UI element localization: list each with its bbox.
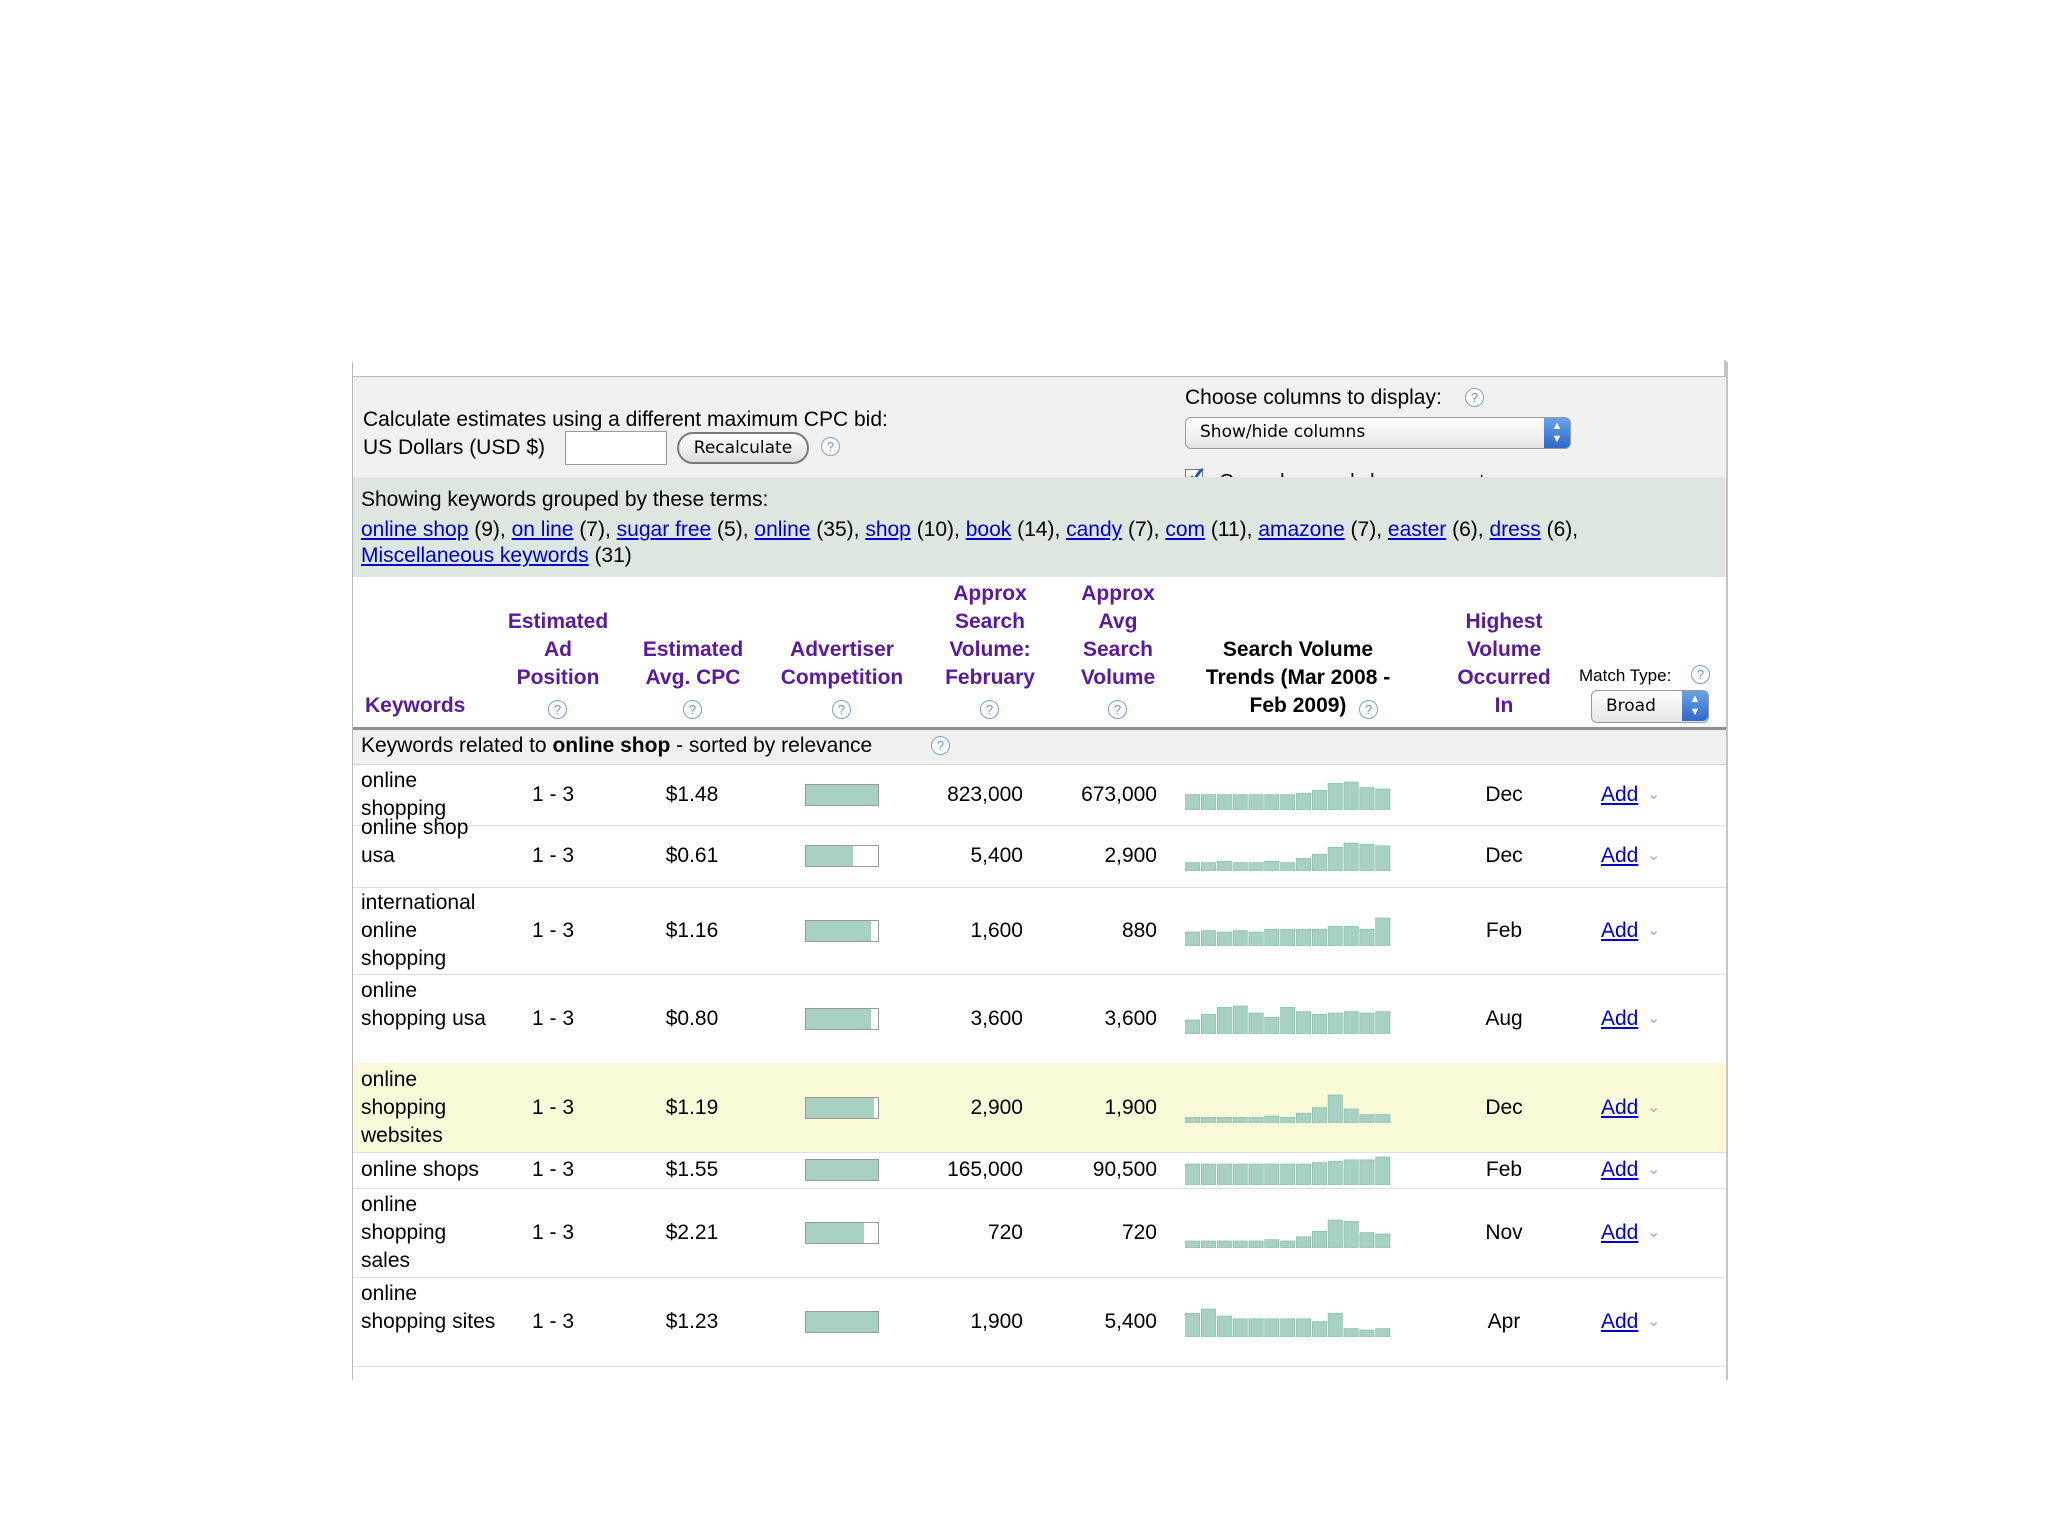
misc-keywords-count: (31) xyxy=(588,544,632,567)
trend-bar xyxy=(1360,1013,1374,1034)
search-volume: 823,000 xyxy=(947,782,1023,806)
trend-bar xyxy=(1281,1318,1295,1336)
trend-bar xyxy=(1265,1116,1279,1123)
group-term-count: (6), xyxy=(1540,518,1579,541)
trend-sparkline xyxy=(1185,916,1391,946)
currency-label: US Dollars (USD $) xyxy=(363,436,546,459)
expand-chevron-icon[interactable]: ⌄ xyxy=(1647,1161,1661,1178)
avg-cpc: $0.61 xyxy=(665,844,719,867)
trend-bar xyxy=(1344,843,1358,871)
trend-bar xyxy=(1312,1014,1326,1034)
trend-bar xyxy=(1186,1117,1200,1123)
trend-bar xyxy=(1233,1164,1247,1185)
keyword-text: online shopping usa xyxy=(361,978,486,1030)
add-keyword-link[interactable]: Add xyxy=(1601,1158,1639,1181)
expand-chevron-icon[interactable]: ⌄ xyxy=(1647,1009,1661,1027)
trend-bar xyxy=(1360,1232,1374,1247)
add-cell xyxy=(1601,1094,1638,1122)
add-keyword-link[interactable]: Add xyxy=(1601,1095,1639,1119)
trend-bar xyxy=(1265,1318,1279,1336)
competition-fill xyxy=(806,1098,874,1118)
avg-cpc: $2.21 xyxy=(665,1220,719,1244)
search-volume: 2,900 xyxy=(970,1095,1023,1119)
help-icon[interactable]: ? xyxy=(832,700,851,719)
trend-bar xyxy=(1217,932,1231,946)
grouping-intro: Showing keywords grouped by these terms: xyxy=(361,488,769,511)
avg-search-volume: 5,400 xyxy=(1104,1309,1157,1333)
trend-bar xyxy=(1312,1163,1326,1185)
search-volume: 165,000 xyxy=(947,1158,1023,1181)
competition-fill xyxy=(806,785,878,805)
grouping-terms-list xyxy=(361,517,1578,543)
trend-sparkline xyxy=(1185,1155,1391,1185)
trend-bar xyxy=(1186,863,1200,871)
search-volume: 5,400 xyxy=(970,844,1023,867)
trend-bar xyxy=(1249,932,1263,946)
trend-bar xyxy=(1249,794,1263,809)
avg-cpc: $1.48 xyxy=(665,782,719,806)
trend-bar xyxy=(1328,1220,1342,1248)
recalculate-button[interactable]: Recalculate xyxy=(677,432,809,464)
match-type-label: Match Type: xyxy=(1579,666,1672,685)
peak-month: Dec xyxy=(1485,782,1523,806)
competition-fill xyxy=(806,1223,864,1243)
competition-bar xyxy=(805,784,879,806)
columns-select[interactable] xyxy=(1185,417,1571,449)
peak-month: Dec xyxy=(1485,844,1523,867)
trend-bar xyxy=(1249,1164,1263,1185)
peak-month: Nov xyxy=(1485,1220,1523,1244)
competition-bar xyxy=(805,920,879,942)
help-icon[interactable]: ? xyxy=(1691,665,1710,684)
avg-search-volume: 880 xyxy=(1121,918,1157,942)
avg-search-volume: 673,000 xyxy=(1081,782,1157,806)
keyword-tool-panel xyxy=(352,362,1727,1380)
search-volume: 3,600 xyxy=(970,1006,1023,1030)
panel-border xyxy=(1726,362,1728,1380)
add-cell xyxy=(1601,1308,1638,1336)
group-term-link[interactable]: com xyxy=(1165,518,1206,541)
ad-position: 1 - 3 xyxy=(531,844,575,867)
trend-bar xyxy=(1344,1011,1358,1033)
keyword-text: online shopping xyxy=(361,768,447,820)
trend-bar xyxy=(1312,1231,1326,1248)
trend-bar xyxy=(1249,1013,1263,1034)
group-term-count: (7), xyxy=(1344,518,1388,541)
trend-bar xyxy=(1217,1117,1231,1123)
trend-bar xyxy=(1312,854,1326,871)
avg-cpc: $1.19 xyxy=(665,1095,719,1119)
competition-bar xyxy=(805,1097,879,1119)
group-term-count: (9), xyxy=(468,518,512,541)
help-icon[interactable]: ? xyxy=(1359,700,1378,719)
columns-select-value: Show/hide columns xyxy=(1200,422,1366,442)
keyword-row xyxy=(353,816,1727,888)
section-heading: Keywords related to online shop - sorted by relevance ? xyxy=(353,730,1727,765)
group-term-count: (5), xyxy=(711,518,755,541)
trend-bar xyxy=(1265,1017,1279,1034)
add-cell xyxy=(1601,842,1638,870)
trend-bar xyxy=(1233,1241,1247,1248)
group-term-count: (7), xyxy=(1122,518,1166,541)
add-cell xyxy=(1601,917,1638,945)
trend-bar xyxy=(1281,794,1295,809)
trend-bar xyxy=(1201,1241,1215,1248)
keyword-text: online shopping websites xyxy=(361,1067,447,1147)
avg-search-volume: 2,900 xyxy=(1104,844,1157,867)
keyword-row xyxy=(353,974,1727,1064)
trend-bar xyxy=(1281,1117,1295,1123)
max-cpc-input[interactable] xyxy=(565,431,667,465)
peak-month: Aug xyxy=(1485,1006,1523,1030)
help-icon[interactable]: ? xyxy=(980,700,999,719)
help-icon[interactable]: ? xyxy=(683,700,702,719)
trend-bar xyxy=(1186,794,1200,809)
trend-bar xyxy=(1281,1007,1295,1034)
expand-chevron-icon[interactable]: ⌄ xyxy=(1647,1098,1661,1116)
trend-bar xyxy=(1186,1164,1200,1185)
trend-bar xyxy=(1217,861,1231,871)
trend-bar xyxy=(1296,858,1310,871)
select-arrows-icon: ▲ ▼ xyxy=(1682,691,1708,721)
grouping-terms-band xyxy=(353,477,1727,577)
ad-position: 1 - 3 xyxy=(531,1309,575,1333)
add-keyword-link[interactable]: Add xyxy=(1601,918,1639,942)
trend-bar xyxy=(1328,1013,1342,1034)
trend-bar xyxy=(1281,929,1295,946)
trend-bar xyxy=(1233,1006,1247,1034)
section-term: online shop xyxy=(552,734,671,757)
keyword-text: online shop usa xyxy=(361,816,469,867)
avg-cpc: $1.16 xyxy=(665,918,719,942)
competition-bar xyxy=(805,1222,879,1244)
misc-keywords-link[interactable]: Miscellaneous keywords xyxy=(361,544,589,567)
trend-bar xyxy=(1281,1164,1295,1185)
trend-bar xyxy=(1186,932,1200,946)
avg-cpc: $1.23 xyxy=(665,1309,719,1333)
trend-bar xyxy=(1312,1321,1326,1336)
trend-bar xyxy=(1249,1318,1263,1336)
ad-position: 1 - 3 xyxy=(531,1220,575,1244)
trend-bar xyxy=(1344,782,1358,810)
competition-fill xyxy=(806,1009,871,1029)
keyword-text: international online shopping xyxy=(361,890,476,970)
keyword-row xyxy=(353,1152,1727,1189)
trend-bar xyxy=(1233,863,1247,871)
competition-bar xyxy=(805,1311,879,1333)
expand-chevron-icon[interactable]: ⌄ xyxy=(1647,785,1661,803)
trend-bar xyxy=(1328,926,1342,946)
trend-bar xyxy=(1217,1316,1231,1337)
trend-bar xyxy=(1296,793,1310,810)
keyword-row xyxy=(353,1063,1727,1153)
peak-month: Feb xyxy=(1485,1158,1523,1181)
trend-bar xyxy=(1249,1241,1263,1248)
group-term-link[interactable]: online shop xyxy=(361,518,469,541)
competition-fill xyxy=(806,1160,878,1180)
peak-month: Feb xyxy=(1485,918,1523,942)
trend-sparkline xyxy=(1185,1004,1391,1034)
avg-search-volume: 1,900 xyxy=(1104,1095,1157,1119)
expand-chevron-icon[interactable]: ⌄ xyxy=(1647,921,1661,939)
trend-bar xyxy=(1312,929,1326,946)
expand-chevron-icon[interactable]: ⌄ xyxy=(1647,1312,1661,1330)
trend-bar xyxy=(1265,794,1279,809)
trend-bar xyxy=(1296,1011,1310,1033)
peak-month: Dec xyxy=(1485,1095,1523,1119)
search-volume: 1,600 xyxy=(970,918,1023,942)
header-avg-cpc[interactable]: Estimated Avg. CPC xyxy=(642,638,744,689)
keyword-row xyxy=(353,887,1727,975)
trend-bar xyxy=(1360,1330,1374,1337)
trend-sparkline xyxy=(1185,841,1391,871)
trend-bar xyxy=(1265,861,1279,871)
help-icon[interactable]: ? xyxy=(821,437,840,456)
trend-bar xyxy=(1233,930,1247,945)
trend-bar xyxy=(1296,929,1310,946)
trend-bar xyxy=(1296,1236,1310,1247)
ad-position: 1 - 3 xyxy=(531,1095,575,1119)
trend-sparkline xyxy=(1185,1218,1391,1248)
competition-fill xyxy=(806,921,871,941)
header-ad-position[interactable]: Estimated Ad Position xyxy=(507,610,609,689)
trend-bar xyxy=(1201,930,1215,945)
trend-sparkline xyxy=(1185,1307,1391,1337)
expand-chevron-icon[interactable]: ⌄ xyxy=(1647,847,1661,864)
keyword-row xyxy=(353,1277,1727,1367)
avg-cpc: $0.80 xyxy=(665,1006,719,1030)
trend-bar xyxy=(1376,1328,1390,1336)
group-term-link[interactable]: sugar free xyxy=(616,518,712,541)
trend-bar xyxy=(1296,1164,1310,1185)
group-term-link[interactable]: easter xyxy=(1387,518,1447,541)
match-type-value: Broad xyxy=(1606,696,1656,716)
help-icon[interactable]: ? xyxy=(1108,700,1127,719)
trend-bar xyxy=(1249,863,1263,871)
group-term-link[interactable]: on line xyxy=(511,518,574,541)
help-icon[interactable]: ? xyxy=(548,700,567,719)
competition-fill xyxy=(806,846,853,866)
group-term-link[interactable]: dress xyxy=(1489,518,1541,541)
ad-position: 1 - 3 xyxy=(531,1158,575,1181)
trend-bar xyxy=(1201,794,1215,809)
group-term-count: (10), xyxy=(910,518,966,541)
trend-bar xyxy=(1344,1160,1358,1185)
avg-search-volume: 3,600 xyxy=(1104,1006,1157,1030)
match-type-select[interactable] xyxy=(1591,690,1709,723)
trend-sparkline xyxy=(1185,1093,1391,1123)
keyword-row xyxy=(353,764,1727,826)
search-volume: 1,900 xyxy=(970,1309,1023,1333)
search-volume: 720 xyxy=(987,1220,1023,1244)
trend-bar xyxy=(1376,1157,1390,1185)
add-cell xyxy=(1601,1156,1638,1184)
header-competition[interactable]: Advertiser Competition xyxy=(780,638,904,689)
columns-label: Choose columns to display: xyxy=(1185,386,1442,409)
cpc-prompt: Calculate estimates using a different maximum CPC bid: xyxy=(363,408,888,431)
avg-search-volume: 720 xyxy=(1121,1220,1157,1244)
add-cell xyxy=(1601,1219,1638,1247)
keyword-text: online shops xyxy=(361,1158,479,1181)
trend-bar xyxy=(1201,1309,1215,1337)
group-term-link[interactable]: candy xyxy=(1066,518,1123,541)
group-term-link[interactable]: online xyxy=(754,518,811,541)
trend-bar xyxy=(1296,1318,1310,1336)
ad-position: 1 - 3 xyxy=(531,918,575,942)
trend-bar xyxy=(1233,1318,1247,1336)
trend-bar xyxy=(1186,1020,1200,1034)
trend-bar xyxy=(1281,1241,1295,1248)
trend-bar xyxy=(1376,789,1390,810)
trend-bar xyxy=(1201,863,1215,871)
ad-position: 1 - 3 xyxy=(531,782,575,806)
trend-bar xyxy=(1201,1164,1215,1185)
avg-search-volume: 90,500 xyxy=(1092,1158,1157,1181)
trend-bar xyxy=(1376,846,1390,871)
trend-bar xyxy=(1296,1113,1310,1123)
add-cell xyxy=(1601,781,1638,809)
header-avg-volume[interactable]: Approx Avg Search Volume xyxy=(1080,582,1156,689)
trend-bar xyxy=(1328,783,1342,810)
competition-bar xyxy=(805,1008,879,1030)
group-term-link[interactable]: amazone xyxy=(1258,518,1345,541)
header-keywords[interactable]: Keywords xyxy=(365,694,466,717)
add-keyword-link[interactable]: Add xyxy=(1601,782,1639,806)
trend-bar xyxy=(1344,1109,1358,1123)
select-arrows-icon: ▲ ▼ xyxy=(1544,418,1570,448)
group-term-count: (11), xyxy=(1205,518,1259,541)
trend-bar xyxy=(1360,787,1374,809)
group-term-count: (6), xyxy=(1446,518,1490,541)
trend-bar xyxy=(1360,929,1374,946)
header-trends: Search Volume Trends (Mar 2008 - Feb 2009) xyxy=(1205,638,1391,717)
group-term-count: (35), xyxy=(810,518,866,541)
avg-cpc: $1.55 xyxy=(665,1158,719,1181)
group-term-link[interactable]: shop xyxy=(865,518,911,541)
add-keyword-link[interactable]: Add xyxy=(1601,1006,1639,1030)
trend-bar xyxy=(1328,1161,1342,1185)
trend-bar xyxy=(1249,1117,1263,1123)
help-icon[interactable]: ? xyxy=(1465,388,1484,407)
trend-bar xyxy=(1344,1221,1358,1248)
keyword-text: online shopping sales xyxy=(361,1192,447,1272)
trend-bar xyxy=(1376,1114,1390,1122)
trend-bar xyxy=(1360,1114,1374,1122)
group-term-link[interactable]: book xyxy=(965,518,1012,541)
trend-bar xyxy=(1217,1007,1231,1034)
add-keyword-link[interactable]: Add xyxy=(1601,1309,1639,1333)
competition-bar xyxy=(805,845,879,867)
trend-bar xyxy=(1312,1107,1326,1122)
expand-chevron-icon[interactable]: ⌄ xyxy=(1647,1223,1661,1241)
trend-sparkline xyxy=(1185,780,1391,810)
misc-keywords-line xyxy=(361,543,632,569)
trend-bar xyxy=(1344,1328,1358,1336)
competition-bar xyxy=(805,1159,879,1181)
help-icon[interactable]: ? xyxy=(931,736,950,755)
trend-bar xyxy=(1265,1164,1279,1185)
trend-bar xyxy=(1376,1234,1390,1248)
header-peak-month[interactable]: Highest Volume Occurred In xyxy=(1457,610,1551,717)
trend-bar xyxy=(1265,929,1279,946)
trend-bar xyxy=(1217,794,1231,809)
trend-bar xyxy=(1217,1164,1231,1185)
add-keyword-link[interactable]: Add xyxy=(1601,1220,1639,1244)
group-term-count: (7), xyxy=(573,518,617,541)
trend-bar xyxy=(1360,1160,1374,1185)
trend-bar xyxy=(1233,794,1247,809)
trend-bar xyxy=(1360,844,1374,871)
trend-bar xyxy=(1233,1117,1247,1123)
trend-bar xyxy=(1328,1313,1342,1337)
keyword-text: online shopping sites xyxy=(361,1281,496,1333)
trend-bar xyxy=(1217,1241,1231,1248)
peak-month: Apr xyxy=(1487,1309,1521,1333)
add-keyword-link[interactable]: Add xyxy=(1601,844,1639,867)
trend-bar xyxy=(1186,1313,1200,1337)
group-term-count: (14), xyxy=(1011,518,1067,541)
trend-bar xyxy=(1312,790,1326,810)
competition-fill xyxy=(806,1312,878,1332)
trend-bar xyxy=(1281,863,1295,871)
keyword-row xyxy=(353,1188,1727,1278)
trend-bar xyxy=(1265,1239,1279,1247)
trend-bar xyxy=(1328,1095,1342,1123)
trend-bar xyxy=(1376,1011,1390,1033)
trend-bar xyxy=(1328,847,1342,871)
trend-bar xyxy=(1201,1117,1215,1123)
keyword-table xyxy=(353,577,1727,1380)
header-search-volume[interactable]: Approx Search Volume: February xyxy=(945,582,1035,689)
add-cell xyxy=(1601,1005,1638,1033)
ad-position: 1 - 3 xyxy=(531,1006,575,1030)
trend-bar xyxy=(1344,926,1358,946)
trend-bar xyxy=(1201,1014,1215,1034)
trend-bar xyxy=(1376,918,1390,946)
trend-bar xyxy=(1186,1241,1200,1248)
